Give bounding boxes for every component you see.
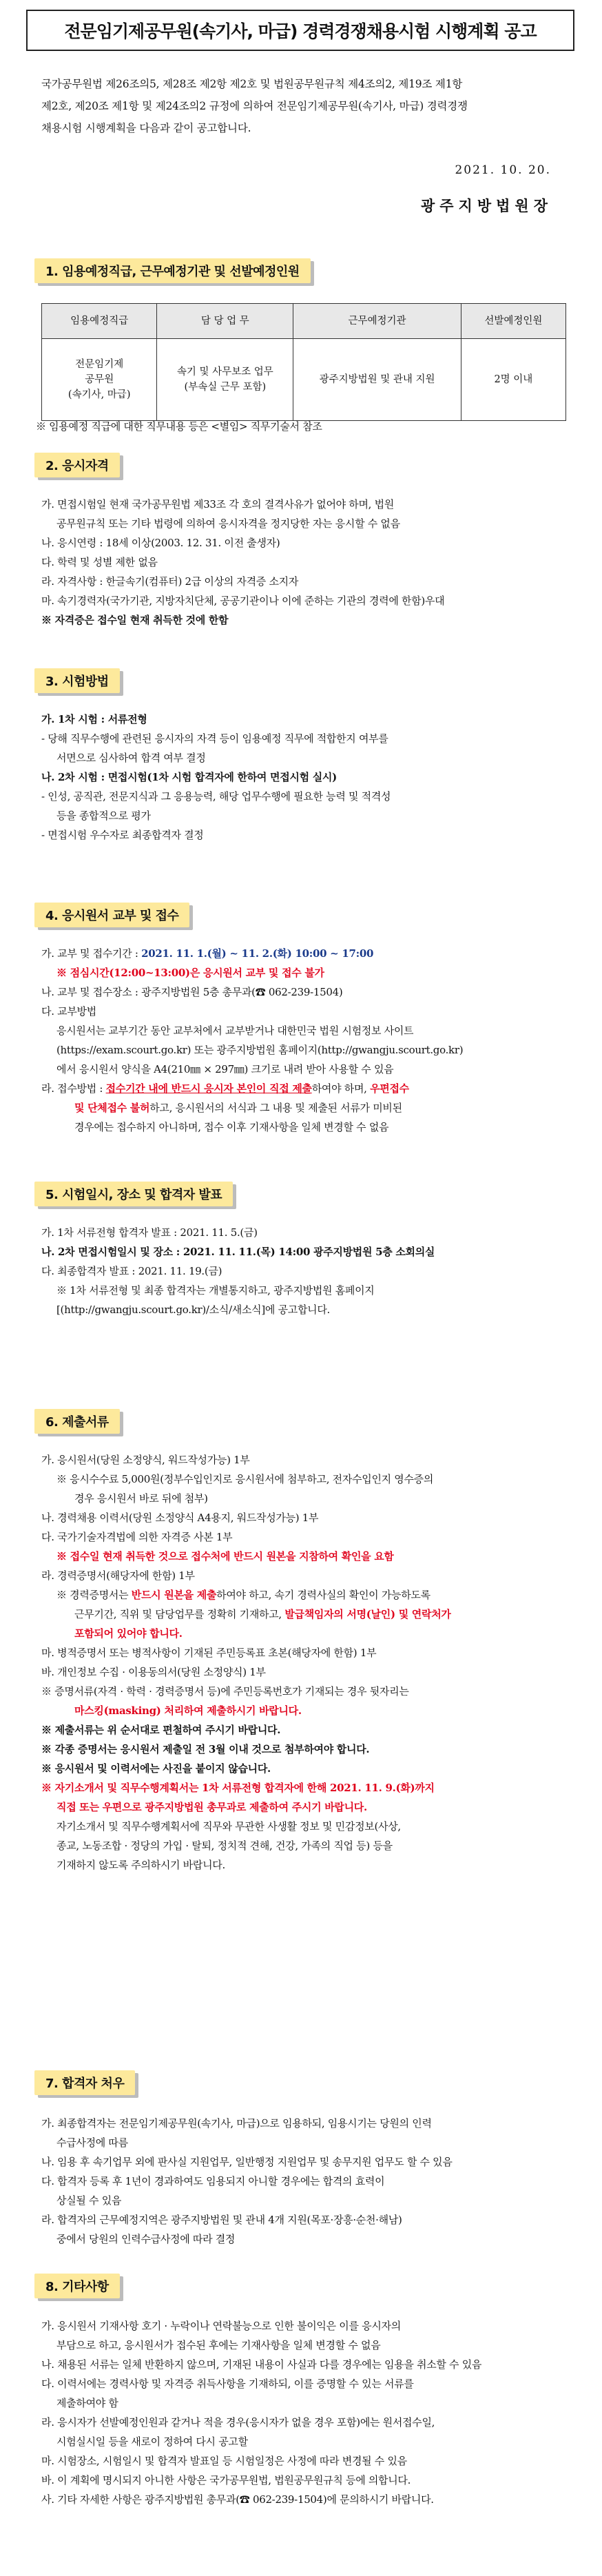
page-title: 전문임기제공무원(속기사, 마급) 경력경쟁채용시험 시행계획 공고 xyxy=(26,10,574,51)
duty-line: (부속실 근무 포함) xyxy=(184,382,267,393)
text-line xyxy=(41,944,572,963)
text-span: 근무기간, 직위 및 담당업무를 정확히 기재하고, xyxy=(74,1608,282,1620)
text-line: 응시원서는 교부기간 동안 교부처에서 교부받거나 대한민국 법원 시험정보 사이트 xyxy=(56,1024,414,1037)
section-heading-3: 3. 시험방법 xyxy=(34,668,120,693)
red-text: 및 단체접수 불허 xyxy=(74,1102,150,1114)
intro-line: 채용시험 시행계획을 다음과 같이 공고합니다. xyxy=(41,122,251,134)
table-header: 선발예정인원 xyxy=(461,304,565,339)
text-line: 경우에는 접수하지 아니하며, 접수 이후 기재사항을 일체 변경할 수 없음 xyxy=(74,1121,389,1133)
text-line: 나. 2차 시험 : 면접시험(1차 시험 합격자에 한하여 면접시험 실시) xyxy=(41,771,337,783)
text-line: ※ 접수일 현재 취득한 것으로 접수처에 반드시 원본을 지참하여 확인을 요함 xyxy=(56,1550,394,1563)
text-line: 가. 면접시험일 현재 국가공무원법 제33조 각 호의 결격사유가 없어야 하며, 법원 xyxy=(41,498,394,511)
text-line: 다. 교부방법 xyxy=(41,1005,96,1018)
section-heading-4: 4. 응시원서 교부 및 접수 xyxy=(34,903,189,927)
text-line: 나. 2차 면접시험일시 및 장소 : 2021. 11. 11.(목) 14:00 광주지방법원 5층 소회의실 xyxy=(41,1246,435,1258)
text-line: 바. 개인정보 수집 · 이용동의서(당원 소정양식) 1부 xyxy=(41,1666,266,1678)
red-text: 우편접수 xyxy=(370,1082,409,1095)
text-line: 다. 최종합격자 발표 : 2021. 11. 19.(금) xyxy=(41,1265,222,1277)
text-line: 바. 이 계획에 명시되지 아니한 사항은 국가공무원법, 법원공무원규칙 등에 의합니다. xyxy=(41,2474,411,2486)
text-line: 공무원규칙 또는 기타 법령에 의하여 응시자격을 정지당한 자는 응시할 수 없음 xyxy=(56,517,400,530)
text-line: 나. 채용된 서류는 일체 반환하지 않으며, 기재된 내용이 사실과 다를 경우에는 임용을 취소할 수 있음 xyxy=(41,2358,482,2371)
text-line: 라. 경력증명서(해당자에 한함) 1부 xyxy=(41,1569,195,1582)
text-line: 가. 1차 서류전형 합격자 발표 : 2021. 11. 5.(금) xyxy=(41,1226,258,1239)
text-line: ※ 증명서류(자격 · 학력 · 경력증명서 등)에 주민등록번호가 기재되는 경우 뒷자리는 xyxy=(41,1685,409,1698)
table-note xyxy=(36,417,566,436)
text-line: 다. 합격자 등록 후 1년이 경과하여도 임용되지 아니할 경우에는 합격의 효력이 xyxy=(41,2175,385,2187)
text-line: 다. 이력서에는 경력사항 및 자격증 취득사항을 기재하되, 이를 증명할 수 있는 서류를 xyxy=(41,2378,414,2390)
count-cell: 2명 이내 xyxy=(461,339,565,421)
text-line: 중에서 당원의 인력수급사정에 따라 결정 xyxy=(56,2233,236,2245)
text-line: 마스킹(masking) 처리하여 제출하시기 바랍니다. xyxy=(74,1704,302,1717)
text-line: ※ 각종 증명서는 응시원서 제출일 전 3월 이내 것으로 첨부하여야 합니다. xyxy=(41,1743,370,1755)
text-line: 나. 교부 및 접수장소 : 광주지방법원 5층 총무과(☎ 062-239-1504) xyxy=(41,986,343,998)
intro-line: 제2호, 제20조 제1항 및 제24조의2 규정에 의하여 전문임기제공무원(속기사, 마급) 경력경쟁 xyxy=(41,100,468,112)
text-line: 등을 종합적으로 평가 xyxy=(56,810,151,822)
red-text: 반드시 원본을 제출 xyxy=(131,1589,217,1601)
text-line: 제출하여야 함 xyxy=(56,2397,118,2409)
text-span: 하여야 하고, 속기 경력사실의 확인이 가능하도록 xyxy=(216,1589,430,1601)
section-5-body xyxy=(41,1223,572,1319)
intro-line: 국가공무원법 제26조의5, 제28조 제2항 제2호 및 법원공무원규칙 제4조의2, 제19조 제1항 xyxy=(41,78,463,90)
section-2-body xyxy=(41,495,572,630)
table-header: 임용예정직급 xyxy=(42,304,157,339)
section-7-body xyxy=(41,2114,572,2249)
text-line: 다. 국가기술자격법에 의한 자격증 사본 1부 xyxy=(41,1531,233,1543)
text-line: ※ 응시수수료 5,000원(정부수입인지로 응시원서에 첨부하고, 전자수입인지 영수증의 xyxy=(56,1473,434,1485)
text-line xyxy=(41,1585,572,1605)
text-line: 상실될 수 있음 xyxy=(56,2194,122,2207)
text-line: 기재하지 않도록 주의하시기 바랍니다. xyxy=(56,1859,225,1871)
text-line xyxy=(41,1079,572,1098)
duty-line: 속기 및 사무보조 업무 xyxy=(176,367,273,378)
text-line: 사. 기타 자세한 사항은 광주지방법원 총무과(☎ 062-239-1504)에 문의하시기 바랍니다. xyxy=(41,2493,434,2506)
text-line: 자기소개서 및 직무수행계획서에 직무와 무관한 사생활 정보 및 민감정보(사상, xyxy=(56,1820,401,1833)
text-line: 마. 병적증명서 또는 병적사항이 기재된 주민등록표 초본(해당자에 한함) 1부 xyxy=(41,1647,377,1659)
signer-name: 광주지방법원장 xyxy=(420,198,552,214)
text-line: - 면접시험 우수자로 최종합격자 결정 xyxy=(41,829,204,841)
period-value: 2021. 11. 1.(월) ~ 11. 2.(화) 10:00 ~ 17:00 xyxy=(141,947,374,960)
text-line: 시험실시일 등을 새로이 정하여 다시 공고할 xyxy=(56,2435,248,2448)
grade-line: 전문임기제 xyxy=(75,359,124,370)
text-line: ※ 자기소개서 및 직무수행계획서는 1차 서류전형 합격자에 한해 2021. 11. 9.(화)까지 xyxy=(41,1782,435,1794)
section-heading-6: 6. 제출서류 xyxy=(34,1409,120,1434)
text-line: 라. 자격사항 : 한글속기(컴퓨터) 2급 이상의 자격증 소지자 xyxy=(41,575,299,588)
text-line: 나. 경력채용 이력서(당원 소정양식 A4용지, 워드작성가능) 1부 xyxy=(41,1512,319,1524)
duty-cell xyxy=(157,339,293,421)
text-line xyxy=(41,1098,572,1117)
text-line: 나. 응시연령 : 18세 이상(2003. 12. 31. 이전 출생자) xyxy=(41,537,280,549)
notice-date: 2021. 10. 20. xyxy=(455,163,551,177)
text-line: [(http://gwangju.scourt.go.kr)/소식/새소식]에 공고합니다. xyxy=(56,1304,331,1316)
red-text: 접수기간 내에 반드시 응시자 본인이 직접 제출 xyxy=(105,1082,312,1095)
text-span: 하여야 하며, xyxy=(311,1082,367,1095)
text-line: 라. 응시자가 선발예정인원과 같거나 적을 경우(응시자가 없을 경우 포함)에는 원서접수일, xyxy=(41,2416,435,2429)
text-line: 마. 시험장소, 시험일시 및 합격자 발표일 등 시험일정은 사정에 따라 변경될 수 있음 xyxy=(41,2455,407,2467)
text-line: 다. 학력 및 성별 제한 없음 xyxy=(41,556,158,568)
text-line: ※ 자격증은 접수일 현재 취득한 것에 한함 xyxy=(41,614,229,626)
text-line: 가. 응시원서 기재사항 호기 · 누락이나 연락불능으로 인한 불이익은 이를 응시자의 xyxy=(41,2320,401,2332)
text-line xyxy=(41,1605,572,1624)
period-label: 가. 교부 및 접수기간 : xyxy=(41,947,138,960)
section-8-body xyxy=(41,2316,572,2509)
text-line: - 인성, 공직관, 전문지식과 그 응용능력, 해당 업무수행에 필요한 능력 및 적격성 xyxy=(41,790,391,803)
grade-cell xyxy=(42,339,157,421)
section-heading-7: 7. 합격자 처우 xyxy=(34,2070,135,2095)
text-line: 마. 속기경력자(국가기관, 지방자치단체, 공공기관이나 이에 준하는 기관의 경력에 한함)우대 xyxy=(41,595,445,607)
text-line: ※ 점심시간(12:00~13:00)은 응시원서 교부 및 접수 불가 xyxy=(56,967,324,979)
grade-line: (속기사, 마급) xyxy=(68,389,131,400)
text-line: 가. 최종합격자는 전문임기제공무원(속기사, 마급)으로 임용하되, 임용시기는 당원의 인력 xyxy=(41,2117,432,2130)
text-line: ※ 응시원서 및 이력서에는 사진을 붙이지 않습니다. xyxy=(41,1762,271,1775)
text-line: 부담으로 하고, 응시원서가 접수된 후에는 기재사항을 일체 변경할 수 없음 xyxy=(56,2339,381,2351)
text-line: 서면으로 심사하여 합격 여부 결정 xyxy=(56,752,206,764)
table-header: 담 당 업 무 xyxy=(157,304,293,339)
section-heading-5: 5. 시험일시, 장소 및 합격자 발표 xyxy=(34,1182,233,1206)
positions-table xyxy=(41,303,566,421)
text-line: ※ 1차 서류전형 및 최종 합격자는 개별통지하고, 광주지방법원 홈페이지 xyxy=(56,1284,375,1297)
intro-paragraph xyxy=(41,73,565,139)
text-line: 가. 응시원서(당원 소정양식, 워드작성가능) 1부 xyxy=(41,1454,250,1466)
section-4-body xyxy=(41,944,572,1137)
text-span: 하고, 응시원서의 서식과 그 내용 및 제출된 서류가 미비된 xyxy=(149,1102,402,1114)
text-line: 나. 임용 후 속기업무 외에 판사실 지원업무, 일반행정 지원업무 및 송무지원 업무도 할 수 있음 xyxy=(41,2156,453,2168)
text-line: 경우 응시원서 바로 뒤에 첨부) xyxy=(74,1492,208,1505)
text-span: ※ 경력증명서는 xyxy=(56,1589,129,1601)
section-3-body xyxy=(41,710,572,845)
office-cell: 광주지방법원 및 관내 지원 xyxy=(293,339,461,421)
section-heading-2: 2. 응시자격 xyxy=(34,453,120,477)
text-line: (https://exam.scourt.go.kr) 또는 광주지방법원 홈페이지(http://gwangju.scourt.go.kr) xyxy=(56,1044,464,1056)
section-heading-8: 8. 기타사항 xyxy=(34,2274,120,2298)
text-line: 가. 1차 시험 : 서류전형 xyxy=(41,713,147,725)
text-line: - 당해 직무수행에 관련된 응시자의 자격 등이 임용예정 직무에 적합한지 여부를 xyxy=(41,732,388,745)
text-line: 종교, 노동조합 · 정당의 가입 · 탈퇴, 정치적 견해, 건강, 가족의 직업 등) 등을 xyxy=(56,1840,393,1852)
table-header: 근무예정기관 xyxy=(293,304,461,339)
text-line: 직접 또는 우편으로 광주지방법원 총무과로 제출하여 주시기 바랍니다. xyxy=(56,1801,367,1813)
table-row xyxy=(42,339,566,421)
red-text: 발급책임자의 서명(날인) 및 연락처가 xyxy=(284,1608,451,1620)
text-line: 수급사정에 따름 xyxy=(56,2136,128,2149)
text-line: 에서 응시원서 양식을 A4(210㎜ × 297㎜) 크기로 내려 받아 사용할 수 있음 xyxy=(56,1063,394,1075)
text-line: ※ 제출서류는 위 순서대로 편철하여 주시기 바랍니다. xyxy=(41,1724,281,1736)
section-6-body xyxy=(41,1450,572,1875)
text-line: 라. 합격자의 근무예정지역은 광주지방법원 및 관내 4개 지원(목포·장흥·순천·해남) xyxy=(41,2214,402,2226)
note-line: ※ 임용예정 직급에 대한 직무내용 등은 <별임> 직무기술서 참조 xyxy=(36,420,322,433)
section-heading-1: 1. 임용예정직급, 근무예정기관 및 선발예정인원 xyxy=(34,258,311,283)
text-line: 포함되어 있어야 합니다. xyxy=(74,1627,183,1640)
method-label: 라. 접수방법 : xyxy=(41,1082,103,1095)
grade-line: 공무원 xyxy=(85,374,114,385)
